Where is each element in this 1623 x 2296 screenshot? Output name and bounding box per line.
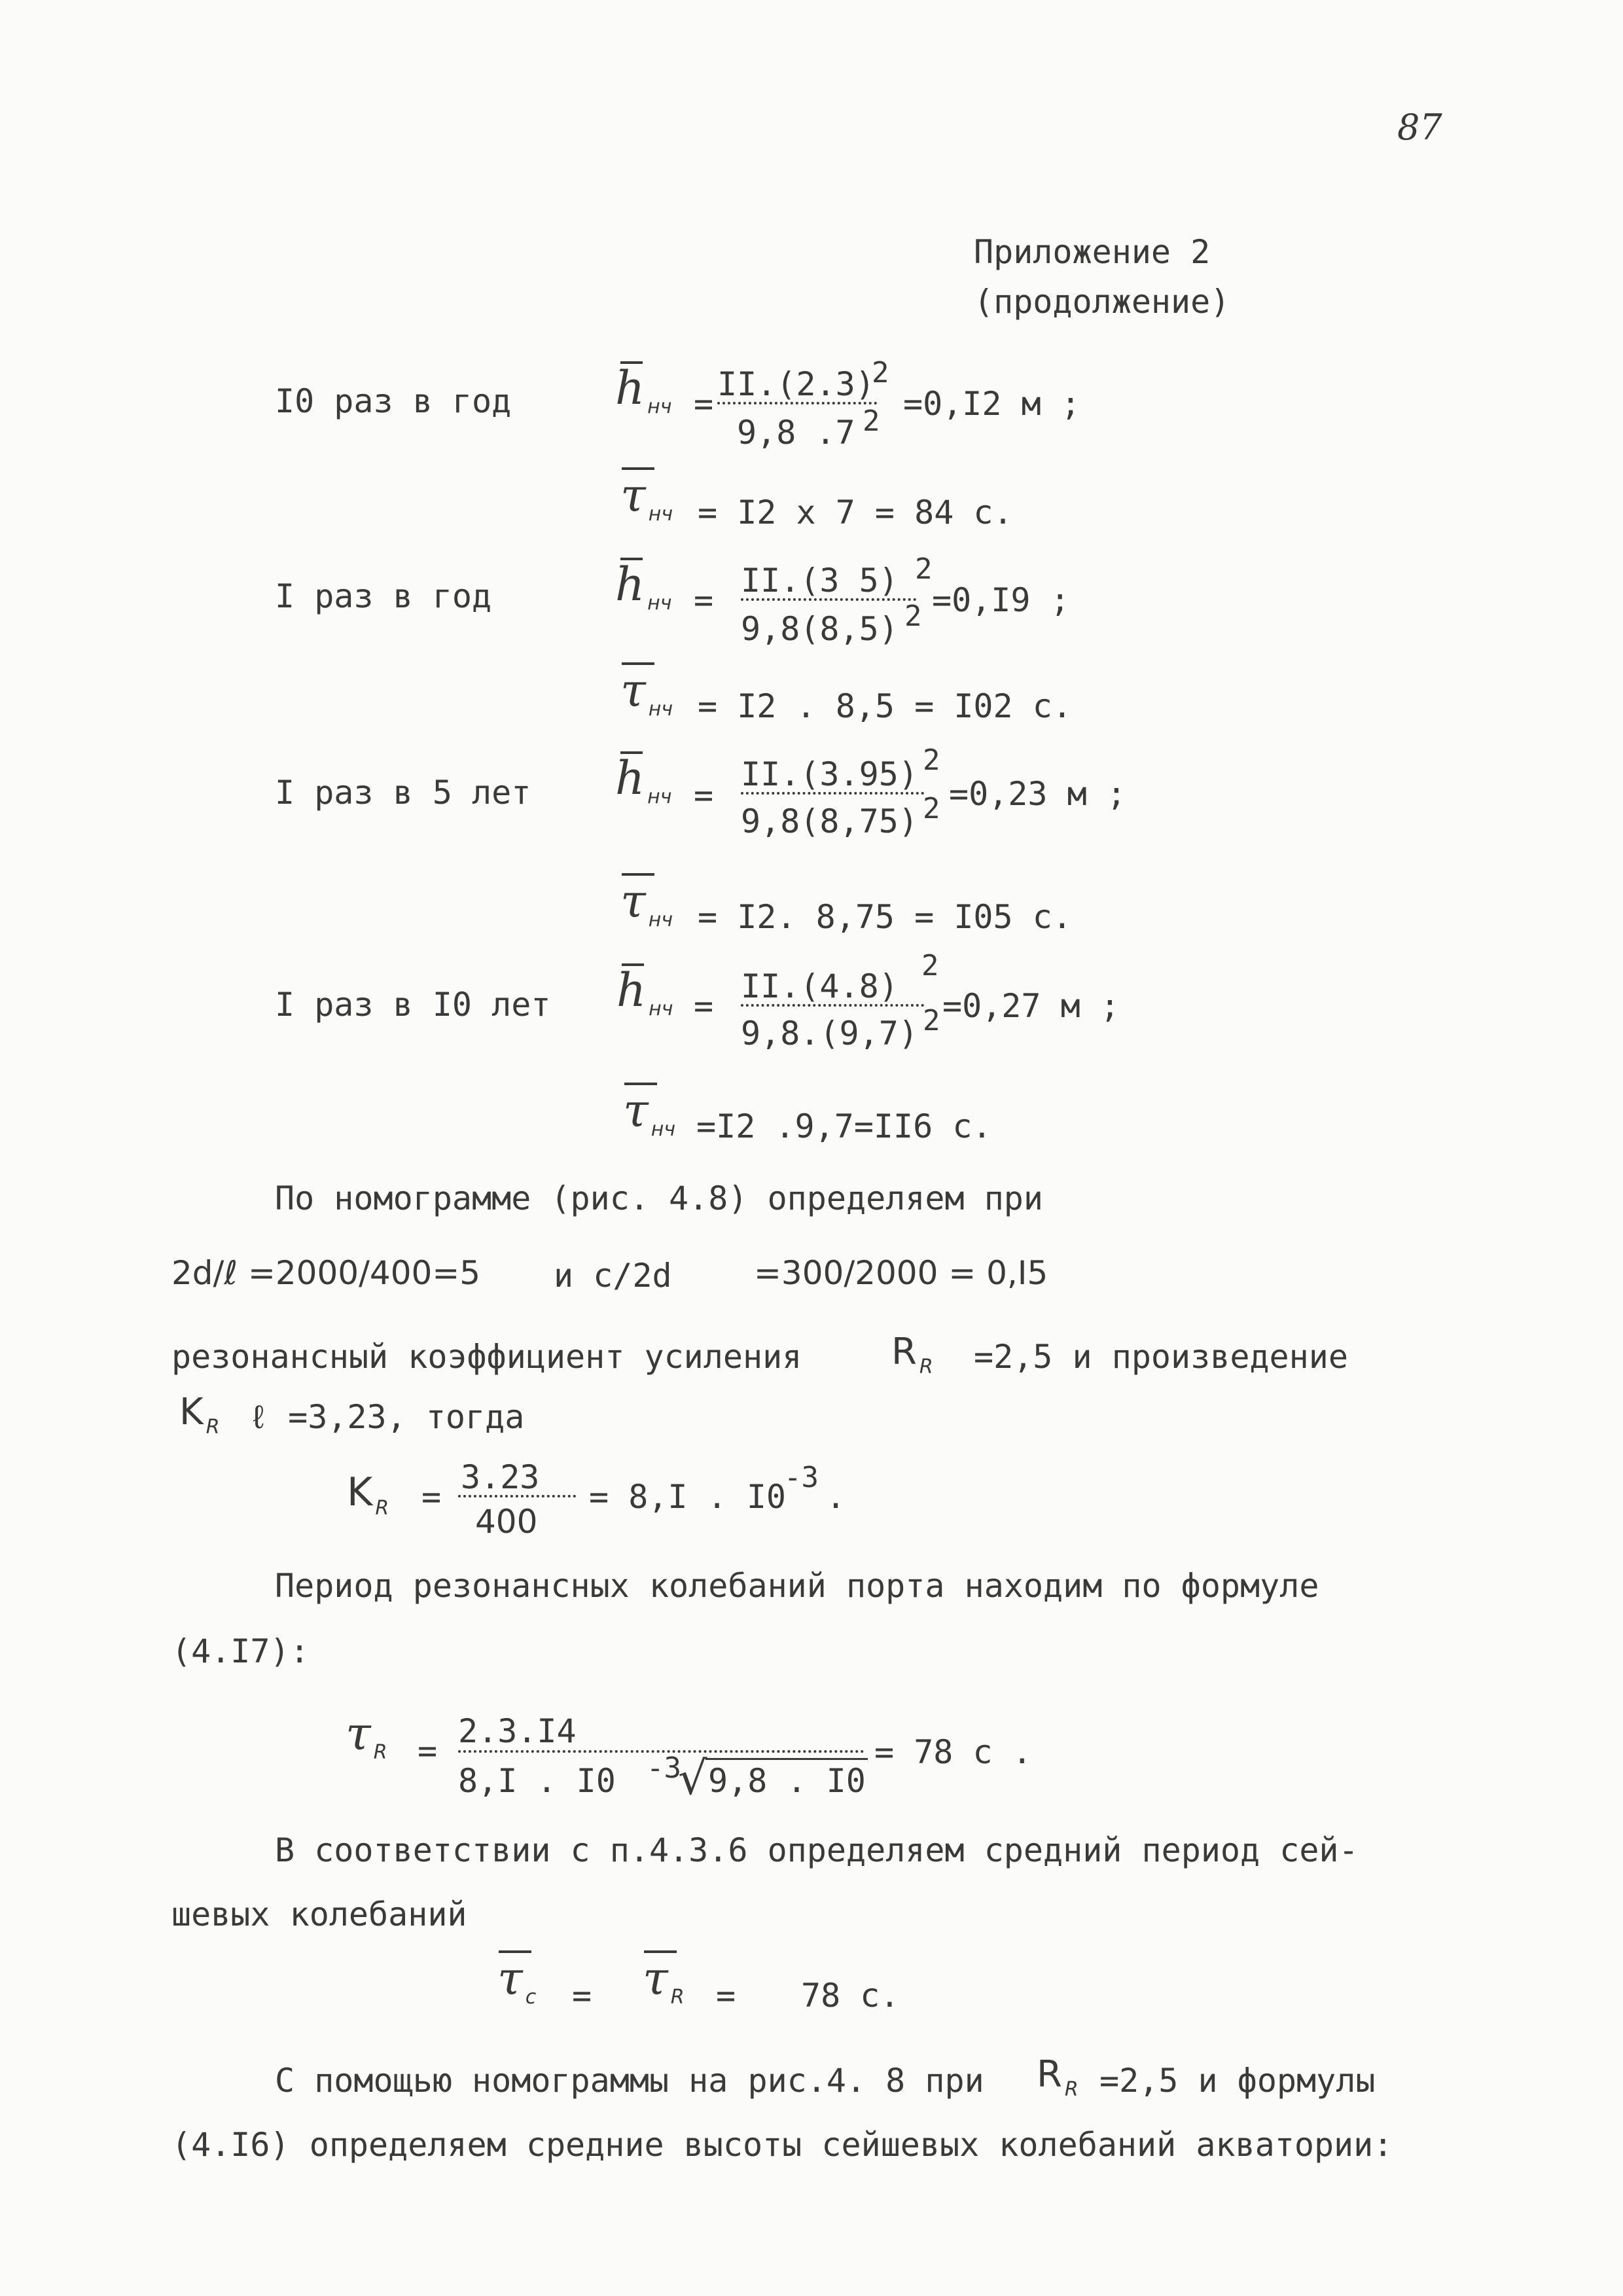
para-1-kr-symbol: K $_R$ xyxy=(179,1391,220,1439)
document-page: 87 Приложение 2 (продолжение) I0 раз в год h $_{нч}$ = II.(2.3) 2 9,8 .7 2 =0,I2 м ; τ $_{нч}$ = I2 x 7 = 84 с. I раз в год h $_{нч}$ = II.(3 5) 2 9,8(8,5) 2 =0,I9 ; τ $_{нч}$ = I2 . 8,5 = I02 с. I раз в 5 лет h $_{нч}$ = II.(3.95) 2 9,8(8,75) 2 =0,23 м ; τ $_{нч}$ = I2. 8,75 = I05 с. I раз в I0 лет h $_{нч}$ = II.(4.8) 2 9,8.(9,7) 2 =0,27 м ; τ $_{нч}$ =I2 .9,7=II6 с. По номограмме (рис. 4.8) определяем при 2d/ℓ =2000/400=5 и с/2d =300/2000 = 0,I5 резонансный коэффициент усиления R $_R$ =2,5 и произведение K $_R$ ℓ =3,23, тогда K $_R$ = 3.23 400 = 8,I . I0 -3 . Период резонансных колебаний порта находим по формуле (4.I7): τ $_R$ = 2.3.I4 8,I . I0 -3 √ 9,8 . I0 = 78 с . В соответствии с п.4.3.6 определяем средний период сей- шевых колебаний τ $_c$ = τ $_R$ = 78 с. С помощью номограммы на рис.4. 8 при R $_R$ =2,5 и формулы (4.I6) определяем средние высоты сейшевых колебаний акватории: xyxy=(171,107,1442,2164)
tc-formula-result: 78 с. xyxy=(801,1977,900,2015)
row-3-h-result: =0,23 м ; xyxy=(949,775,1126,813)
row-1-label: I0 раз в год xyxy=(275,382,512,420)
row-4-label: I раз в I0 лет xyxy=(275,986,551,1024)
kr-formula-period: . xyxy=(826,1478,846,1516)
row-2-fraction-line xyxy=(741,598,916,601)
tr-formula-numerator: 2.3.I4 xyxy=(458,1712,577,1750)
kr-formula-denominator: 400 xyxy=(475,1503,538,1541)
row-1-h-numerator: II.(2.3) xyxy=(717,365,875,403)
row-4-h-denominator: 9,8.(9,7) xyxy=(741,1014,918,1052)
row-4-tau-value: =I2 .9,7=II6 с. xyxy=(696,1107,992,1145)
tr-formula-den-b: 9,8 . I0 xyxy=(708,1762,866,1800)
sqrt-icon: √ xyxy=(678,1751,707,1805)
appendix-subtitle: (продолжение) xyxy=(974,283,1230,321)
row-4-h-den-exp: 2 xyxy=(923,1004,940,1037)
tc-formula-equals-2: = xyxy=(716,1977,736,2015)
para-4-line-2: (4.I6) определяем средние высоты сейшевых колебаний акватории: xyxy=(171,2126,1393,2164)
para-3-line-2: шевых колебаний xyxy=(171,1895,467,1933)
row-2-h-denominator: 9,8(8,5) xyxy=(741,610,899,648)
row-2-h-den-exp: 2 xyxy=(904,600,922,633)
appendix-title: Приложение 2 xyxy=(974,233,1211,271)
para-1-line-1: По номограмме (рис. 4.8) определяем при xyxy=(275,1179,1043,1217)
para-4-rr-symbol: R $_R$ xyxy=(1037,2053,1079,2101)
row-3-h-denominator: 9,8(8,75) xyxy=(741,802,918,840)
row-3-h-den-exp: 2 xyxy=(923,792,940,825)
para-1-line-3c: =2,5 и произведение xyxy=(974,1338,1348,1376)
para-3-line-1: В соответствии с п.4.3.6 определяем средний период сей- xyxy=(275,1831,1359,1869)
para-4-line-1a: С помощью номограммы на рис.4. 8 при xyxy=(275,2062,984,2100)
row-4-fraction-line xyxy=(741,1004,924,1007)
para-1-c-over-2d-label: и с/2d xyxy=(554,1257,672,1295)
page-number: 87 xyxy=(1397,107,1442,148)
para-2-line-1: Период резонансных колебаний порта находим по формуле xyxy=(275,1567,1319,1605)
row-4-h-result: =0,27 м ; xyxy=(942,987,1120,1025)
row-4-tau-symbol: τ $_{нч}$ xyxy=(623,1084,676,1141)
para-1-ratio-2d-l: 2d/ℓ =2000/400=5 xyxy=(171,1254,481,1292)
sqrt-vinculum xyxy=(705,1758,868,1760)
kr-formula-numerator: 3.23 xyxy=(461,1458,540,1496)
row-2-label: I раз в год xyxy=(275,577,492,615)
row-2-h-num-exp: 2 xyxy=(915,552,933,586)
kr-formula-fraction-line xyxy=(458,1495,576,1498)
para-1-rr-symbol: R $_R$ xyxy=(891,1331,933,1378)
row-1-h-denominator: 9,8 .7 xyxy=(737,414,855,452)
tr-formula-den-exponent: -3 xyxy=(647,1751,681,1785)
kr-formula-result: = 8,I . I0 xyxy=(589,1478,787,1516)
kr-formula-equals: = xyxy=(421,1478,442,1516)
row-1-tau-symbol: τ $_{нч}$ xyxy=(620,469,673,526)
para-4-line-1c: =2,5 и формулы xyxy=(1099,2062,1376,2100)
row-1-fraction-line xyxy=(717,402,877,404)
row-4-h-num-exp: 2 xyxy=(921,949,939,982)
row-2-h-numerator: II.(3 5) xyxy=(741,562,899,600)
para-1-c-over-2d-value: =300/2000 = 0,I5 xyxy=(754,1254,1048,1292)
row-2-tau-symbol: τ $_{нч}$ xyxy=(620,664,673,721)
row-2-tau-value: = I2 . 8,5 = I02 с. xyxy=(698,687,1072,725)
tc-formula-symbol-c: τ $_c$ xyxy=(497,1952,537,2009)
row-1-h-num-exp: 2 xyxy=(872,356,889,389)
tr-formula-symbol: τ $_R$ xyxy=(346,1707,387,1764)
row-3-label: I раз в 5 лет xyxy=(275,774,531,812)
row-4-h-numerator: II.(4.8) xyxy=(741,967,899,1005)
row-3-tau-value: = I2. 8,75 = I05 с. xyxy=(698,898,1072,936)
row-2-h-symbol: h $_{нч}$ xyxy=(615,558,672,615)
tr-formula-result: = 78 с . xyxy=(874,1733,1032,1771)
kr-formula-exponent: -3 xyxy=(784,1461,819,1494)
row-3-h-symbol: h $_{нч}$ xyxy=(615,751,672,808)
tc-formula-equals-1: = xyxy=(572,1977,592,2015)
row-3-h-num-exp: 2 xyxy=(923,744,940,777)
row-3-h-numerator: II.(3.95) xyxy=(741,755,918,793)
row-2-h-result: =0,I9 ; xyxy=(932,581,1070,619)
row-3-tau-symbol: τ $_{нч}$ xyxy=(620,874,673,931)
row-4-h-symbol: h $_{нч}$ xyxy=(616,963,673,1020)
row-1-h-result: =0,I2 м ; xyxy=(903,385,1080,423)
row-1-h-den-exp: 2 xyxy=(863,404,880,438)
kr-formula-symbol: K $_R$ xyxy=(347,1469,389,1520)
tc-formula-symbol-r: τ $_R$ xyxy=(643,1952,685,2009)
tr-formula-equals: = xyxy=(418,1732,438,1770)
para-2-line-2: (4.I7): xyxy=(171,1632,310,1670)
row-3-fraction-line xyxy=(741,792,924,795)
para-1-line-3a: резонансный коэффициент усиления xyxy=(171,1338,802,1376)
row-1-tau-value: = I2 x 7 = 84 с. xyxy=(698,493,1013,531)
para-1-line-4: ℓ =3,23, тогда xyxy=(249,1398,525,1436)
tr-formula-den-a: 8,I . I0 xyxy=(458,1762,616,1800)
row-1-h-symbol: h $_{нч}$ xyxy=(615,361,672,418)
